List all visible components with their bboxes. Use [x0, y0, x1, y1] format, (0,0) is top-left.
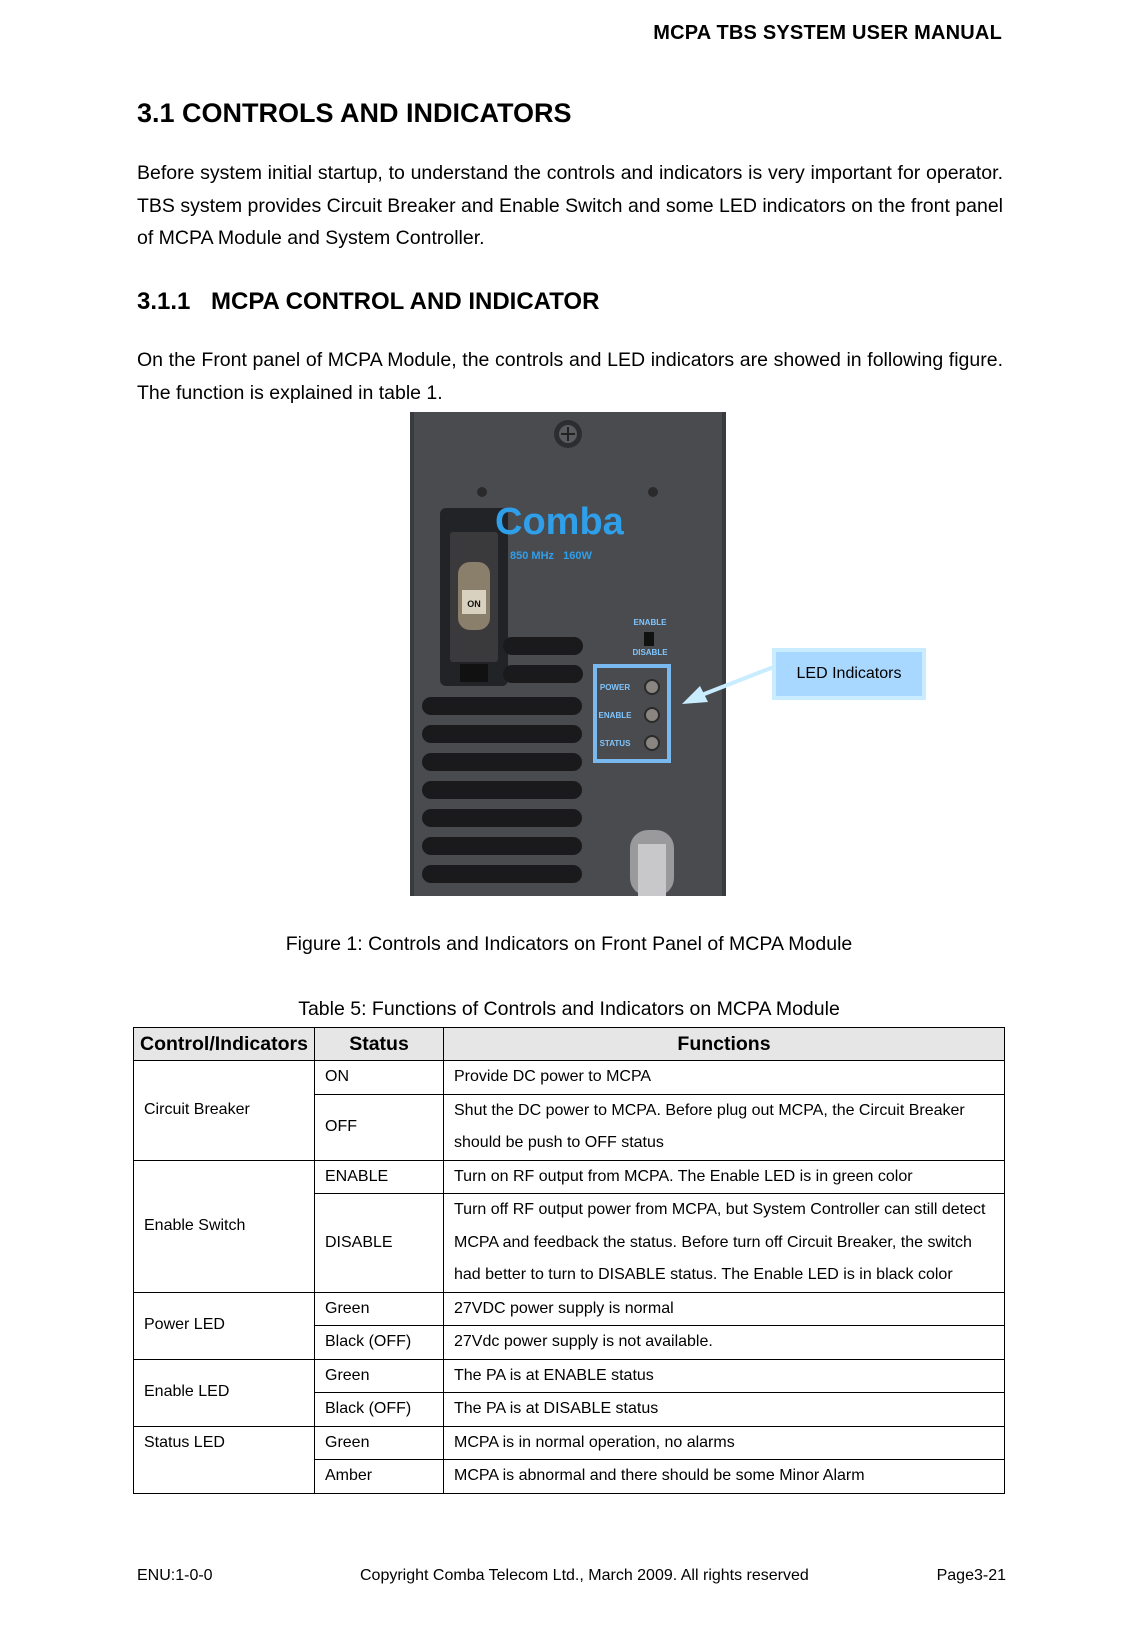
subsection-title: MCPA CONTROL AND INDICATOR	[211, 288, 600, 315]
function-cell: MCPA is abnormal and there should be some Minor Alarm	[444, 1460, 1005, 1494]
function-cell: The PA is at ENABLE status	[444, 1359, 1005, 1393]
status-cell: DISABLE	[315, 1194, 444, 1293]
control-cell: Circuit Breaker	[134, 1061, 315, 1161]
function-cell: Provide DC power to MCPA	[444, 1061, 1005, 1095]
power-led-label: POWER	[599, 683, 631, 692]
table-row	[134, 1160, 1005, 1194]
enable-led	[645, 708, 659, 722]
control-cell: Enable Switch	[134, 1160, 315, 1292]
status-cell: Black (OFF)	[315, 1393, 444, 1427]
table-caption: Table 5: Functions of Controls and Indicators on MCPA Module	[298, 998, 840, 1020]
header-functions: Functions	[444, 1028, 1005, 1061]
control-cell: Power LED	[134, 1292, 315, 1359]
table-row	[134, 1426, 1005, 1460]
status-cell: ENABLE	[315, 1160, 444, 1194]
function-cell: The PA is at DISABLE status	[444, 1393, 1005, 1427]
function-cell: Turn on RF output from MCPA. The Enable LED is in green color	[444, 1160, 1005, 1194]
table-row	[134, 1292, 1005, 1326]
figure-caption: Figure 1: Controls and Indicators on Front Panel of MCPA Module	[285, 933, 853, 955]
control-cell: Status LED	[134, 1426, 315, 1493]
function-cell: Shut the DC power to MCPA. Before plug out MCPA, the Circuit Breaker should be push to OFF status	[444, 1094, 1005, 1160]
function-cell: MCPA is in normal operation, no alarms	[444, 1426, 1005, 1460]
enable-led-label: ENABLE	[598, 711, 632, 720]
subsection-heading	[137, 288, 599, 316]
enable-switch	[644, 632, 654, 646]
subsection-number: 3.1.1	[137, 288, 191, 315]
status-cell: OFF	[315, 1094, 444, 1160]
mcpa-front-panel-image	[410, 412, 726, 896]
screw-icon	[648, 487, 658, 497]
functions-table	[133, 1027, 1005, 1494]
brand-logo: Comba	[495, 501, 624, 543]
status-cell: Amber	[315, 1460, 444, 1494]
status-cell: Green	[315, 1292, 444, 1326]
breaker-on-label: ON	[467, 599, 481, 609]
section-heading: 3.1 CONTROLS AND INDICATORS	[137, 98, 572, 128]
function-cell: 27Vdc power supply is not available.	[444, 1326, 1005, 1360]
table-row	[134, 1359, 1005, 1393]
subsection-intro: On the Front panel of MCPA Module, the controls and LED indicators are showed in following figure. The function is explained in table 1.	[137, 349, 1003, 404]
top-screw-icon	[554, 420, 582, 448]
callout-arrow-icon	[680, 660, 780, 710]
function-cell: Turn off RF output power from MCPA, but System Controller can still detect MCPA and feedback the status. Before turn off Circuit Breaker, the switch had better to turn to DISABLE status. The Enable LED is in black color	[444, 1194, 1005, 1293]
led-indicators-callout: LED Indicators	[772, 648, 926, 700]
status-led-label: STATUS	[599, 739, 631, 748]
screw-icon	[477, 487, 487, 497]
enable-switch-label: ENABLE	[633, 618, 667, 627]
spec-label: 850 MHz 160W	[510, 550, 592, 562]
table-header-row	[134, 1028, 1005, 1061]
control-cell: Enable LED	[134, 1359, 315, 1426]
status-cell: Green	[315, 1426, 444, 1460]
rf-connector	[630, 830, 674, 896]
section-intro: Before system initial startup, to understand the controls and indicators is very important for operator. TBS system provides Circuit Breaker and Enable Switch and some LED indicators on the front panel of MCPA Module and System Controller.	[137, 162, 1004, 249]
power-led	[645, 680, 659, 694]
footer-copyright: Copyright Comba Telecom Ltd., March 2009. All rights reserved	[360, 1567, 809, 1584]
status-cell: Green	[315, 1359, 444, 1393]
header-control: Control/Indicators	[134, 1028, 315, 1061]
footer-page-number: Page3-21	[936, 1567, 1006, 1584]
function-cell: 27VDC power supply is normal	[444, 1292, 1005, 1326]
header-title: MCPA TBS SYSTEM USER MANUAL	[653, 22, 1002, 44]
footer-doc-id: ENU:1-0-0	[137, 1567, 213, 1584]
disable-switch-label: DISABLE	[632, 648, 668, 657]
status-cell: ON	[315, 1061, 444, 1095]
header-status: Status	[315, 1028, 444, 1061]
table-row	[134, 1061, 1005, 1095]
status-led	[645, 736, 659, 750]
status-cell: Black (OFF)	[315, 1326, 444, 1360]
